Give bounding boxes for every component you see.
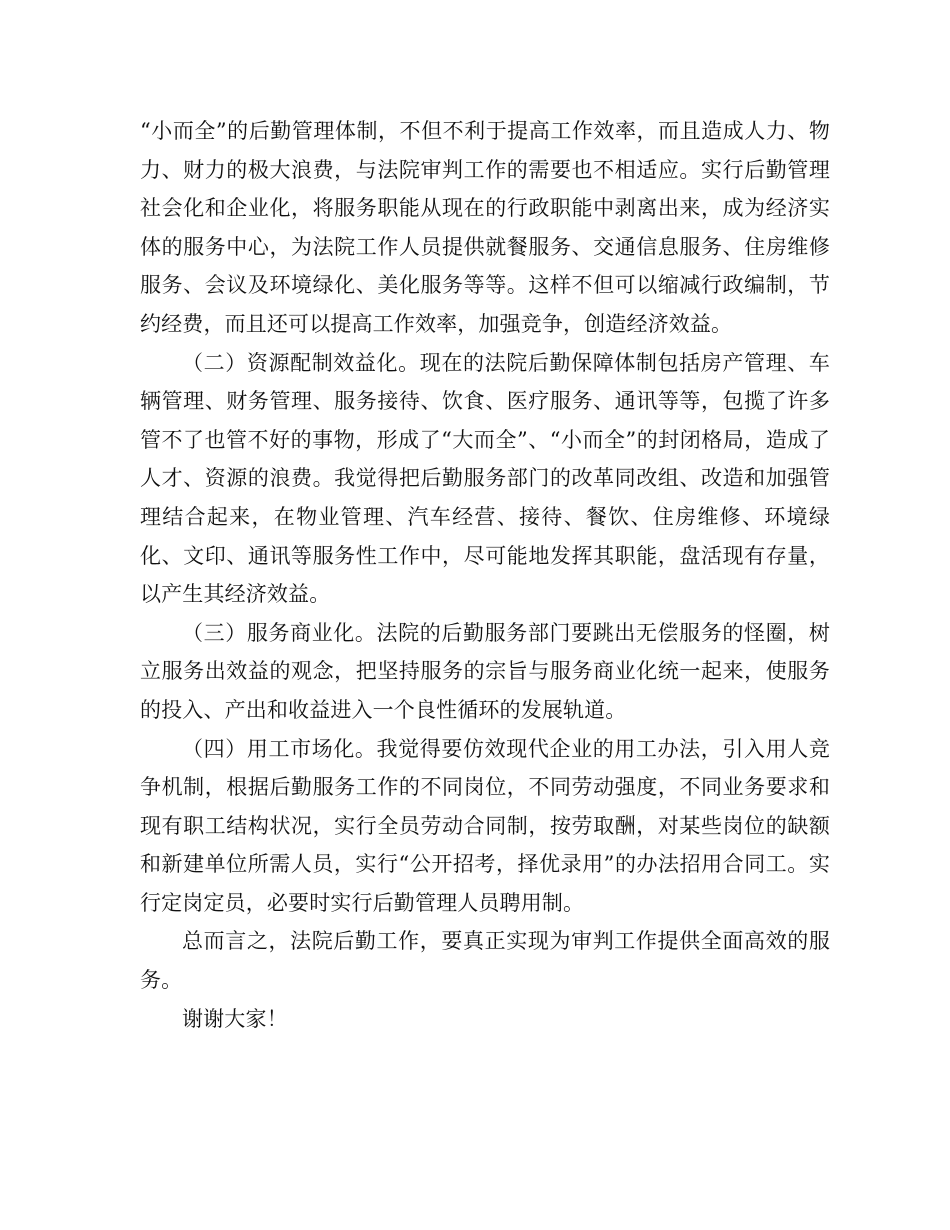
document-page [140, 112, 830, 1038]
paragraph-service-commercialization: （三）服务商业化。法院的后勤服务部门要跳出无偿服务的怪圈，树立服务出效益的观念，把坚持服务的宗旨与服务商业化统一起来，使服务的投入、产出和收益进入一个良性循环的发展轨道。 [140, 620, 830, 722]
paragraph-continuation: “小而全”的后勤管理体制，不但不利于提高工作效率，而且造成人力、物力、财力的极大浪费，与法院审判工作的需要也不相适应。实行后勤管理社会化和企业化，将服务职能从现在的行政职能中剥离出来，成为经济实体的服务中心，为法院工作人员提供就餐服务、交通信息服务、住房维修服务、会议及环境绿化、美化服务等等。这样不但可以缩减行政编制，节约经费，而且还可以提高工作效率，加强竞争，创造经济效益。 [140, 119, 830, 336]
paragraph-thanks: 谢谢大家！ [182, 1006, 288, 1031]
paragraph-employment-marketization: （四）用工市场化。我觉得要仿效现代企业的用工办法，引入用人竞争机制，根据后勤服务工作的不同岗位，不同劳动强度，不同业务要求和现有职工结构状况，实行全员劳动合同制，按劳取酬，对某些岗位的缺额和新建单位所需人员，实行“公开招考，择优录用”的办法招用合同工。实行定岗定员，必要时实行后勤管理人员聘用制。 [140, 736, 830, 915]
paragraph-resource-allocation: （二）资源配制效益化。现在的法院后勤保障体制包括房产管理、车辆管理、财务管理、服务接待、饮食、医疗服务、通讯等等，包揽了许多管不了也管不好的事物，形成了“大而全”、“小而全”的封闭格局，造成了人才、资源的浪费。我觉得把后勤服务部门的改革同改组、改造和加强管理结合起来，在物业管理、汽车经营、接待、餐饮、住房维修、环境绿化、文印、通讯等服务性工作中，尽可能地发挥其职能，盘活现有存量，以产生其经济效益。 [140, 350, 830, 607]
paragraph-conclusion: 总而言之，法院后勤工作，要真正实现为审判工作提供全面高效的服务。 [140, 929, 830, 993]
